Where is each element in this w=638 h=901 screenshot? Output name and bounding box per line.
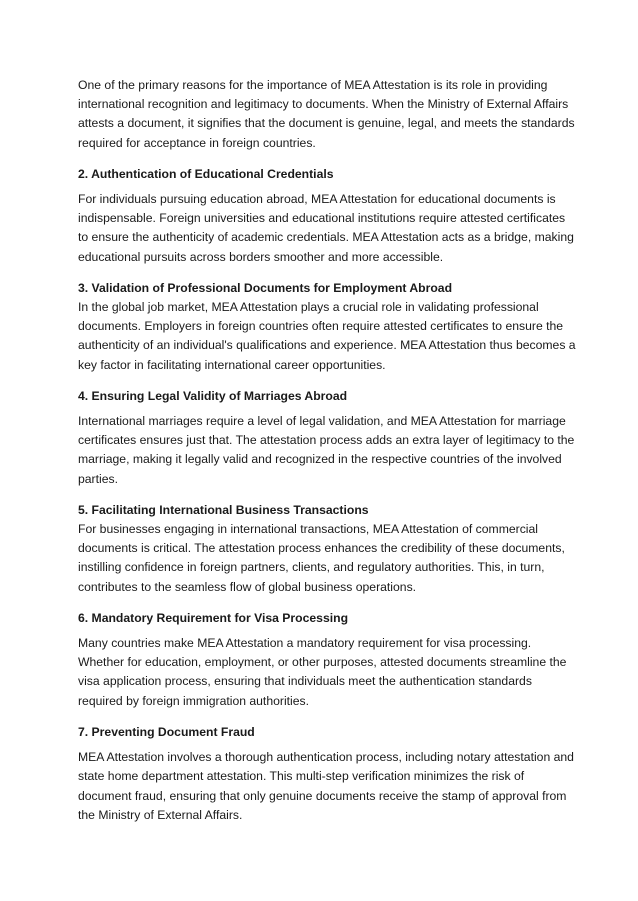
section-heading: 4. Ensuring Legal Validity of Marriages Abroad (78, 388, 348, 403)
intro-paragraph: One of the primary reasons for the importance of MEA Attestation is its role in providing international recognition and legitimacy to documents. When the Ministry of External Affairs attests a document, it signifies that the document is genuine, legal, and meets the standards required for acceptance in foreign countries. (78, 78, 575, 150)
section-body: MEA Attestation involves a thorough authentication process, including notary attestation and state home department attestation. This multi-step verification minimizes the risk of document fraud, ensuring that only genuine documents receive the stamp of approval from the Ministry of External Affairs. (78, 750, 574, 822)
section-visa-processing (78, 609, 578, 711)
section-body: In the global job market, MEA Attestation plays a crucial role in validating professional documents. Employers in foreign countries often require attested certificates to ensure the authenticity of an individual's qualifications and experience. MEA Attestation thus becomes a key factor in facilitating international career opportunities. (78, 300, 576, 372)
section-heading: 2. Authentication of Educational Credentials (78, 166, 334, 181)
section-professional-documents (78, 279, 578, 375)
section-heading: 7. Preventing Document Fraud (78, 724, 255, 739)
section-document-fraud (78, 723, 578, 825)
document-content (78, 76, 578, 837)
section-body: For individuals pursuing education abroad, MEA Attestation for educational documents is indispensable. Foreign universities and educational institutions require attested certificates to ensure the authenticity of academic credentials. MEA Attestation acts as a bridge, making educational pursuits across borders smoother and more accessible. (78, 192, 574, 264)
section-educational-credentials (78, 165, 578, 267)
section-heading: 5. Facilitating International Business Transactions (78, 502, 369, 517)
section-heading: 3. Validation of Professional Documents for Employment Abroad (78, 280, 453, 295)
section-business-transactions (78, 501, 578, 597)
section-heading: 6. Mandatory Requirement for Visa Processing (78, 610, 349, 625)
section-marriage-validity (78, 387, 578, 489)
section-body: Many countries make MEA Attestation a mandatory requirement for visa processing. Whether for education, employment, or other purposes, attested documents streamline the visa application process, ensuring that individuals meet the authentication standards required by foreign immigration authorities. (78, 636, 567, 708)
section-body: International marriages require a level of legal validation, and MEA Attestation for marriage certificates ensures just that. The attestation process adds an extra layer of legitimacy to the marriage, making it legally valid and recognized in the respective countries of the involved parties. (78, 414, 575, 486)
section-body: For businesses engaging in international transactions, MEA Attestation of commercial documents is critical. The attestation process enhances the credibility of these documents, instilling confidence in foreign partners, clients, and regulatory authorities. This, in turn, contributes to the seamless flow of global business operations. (78, 522, 565, 594)
